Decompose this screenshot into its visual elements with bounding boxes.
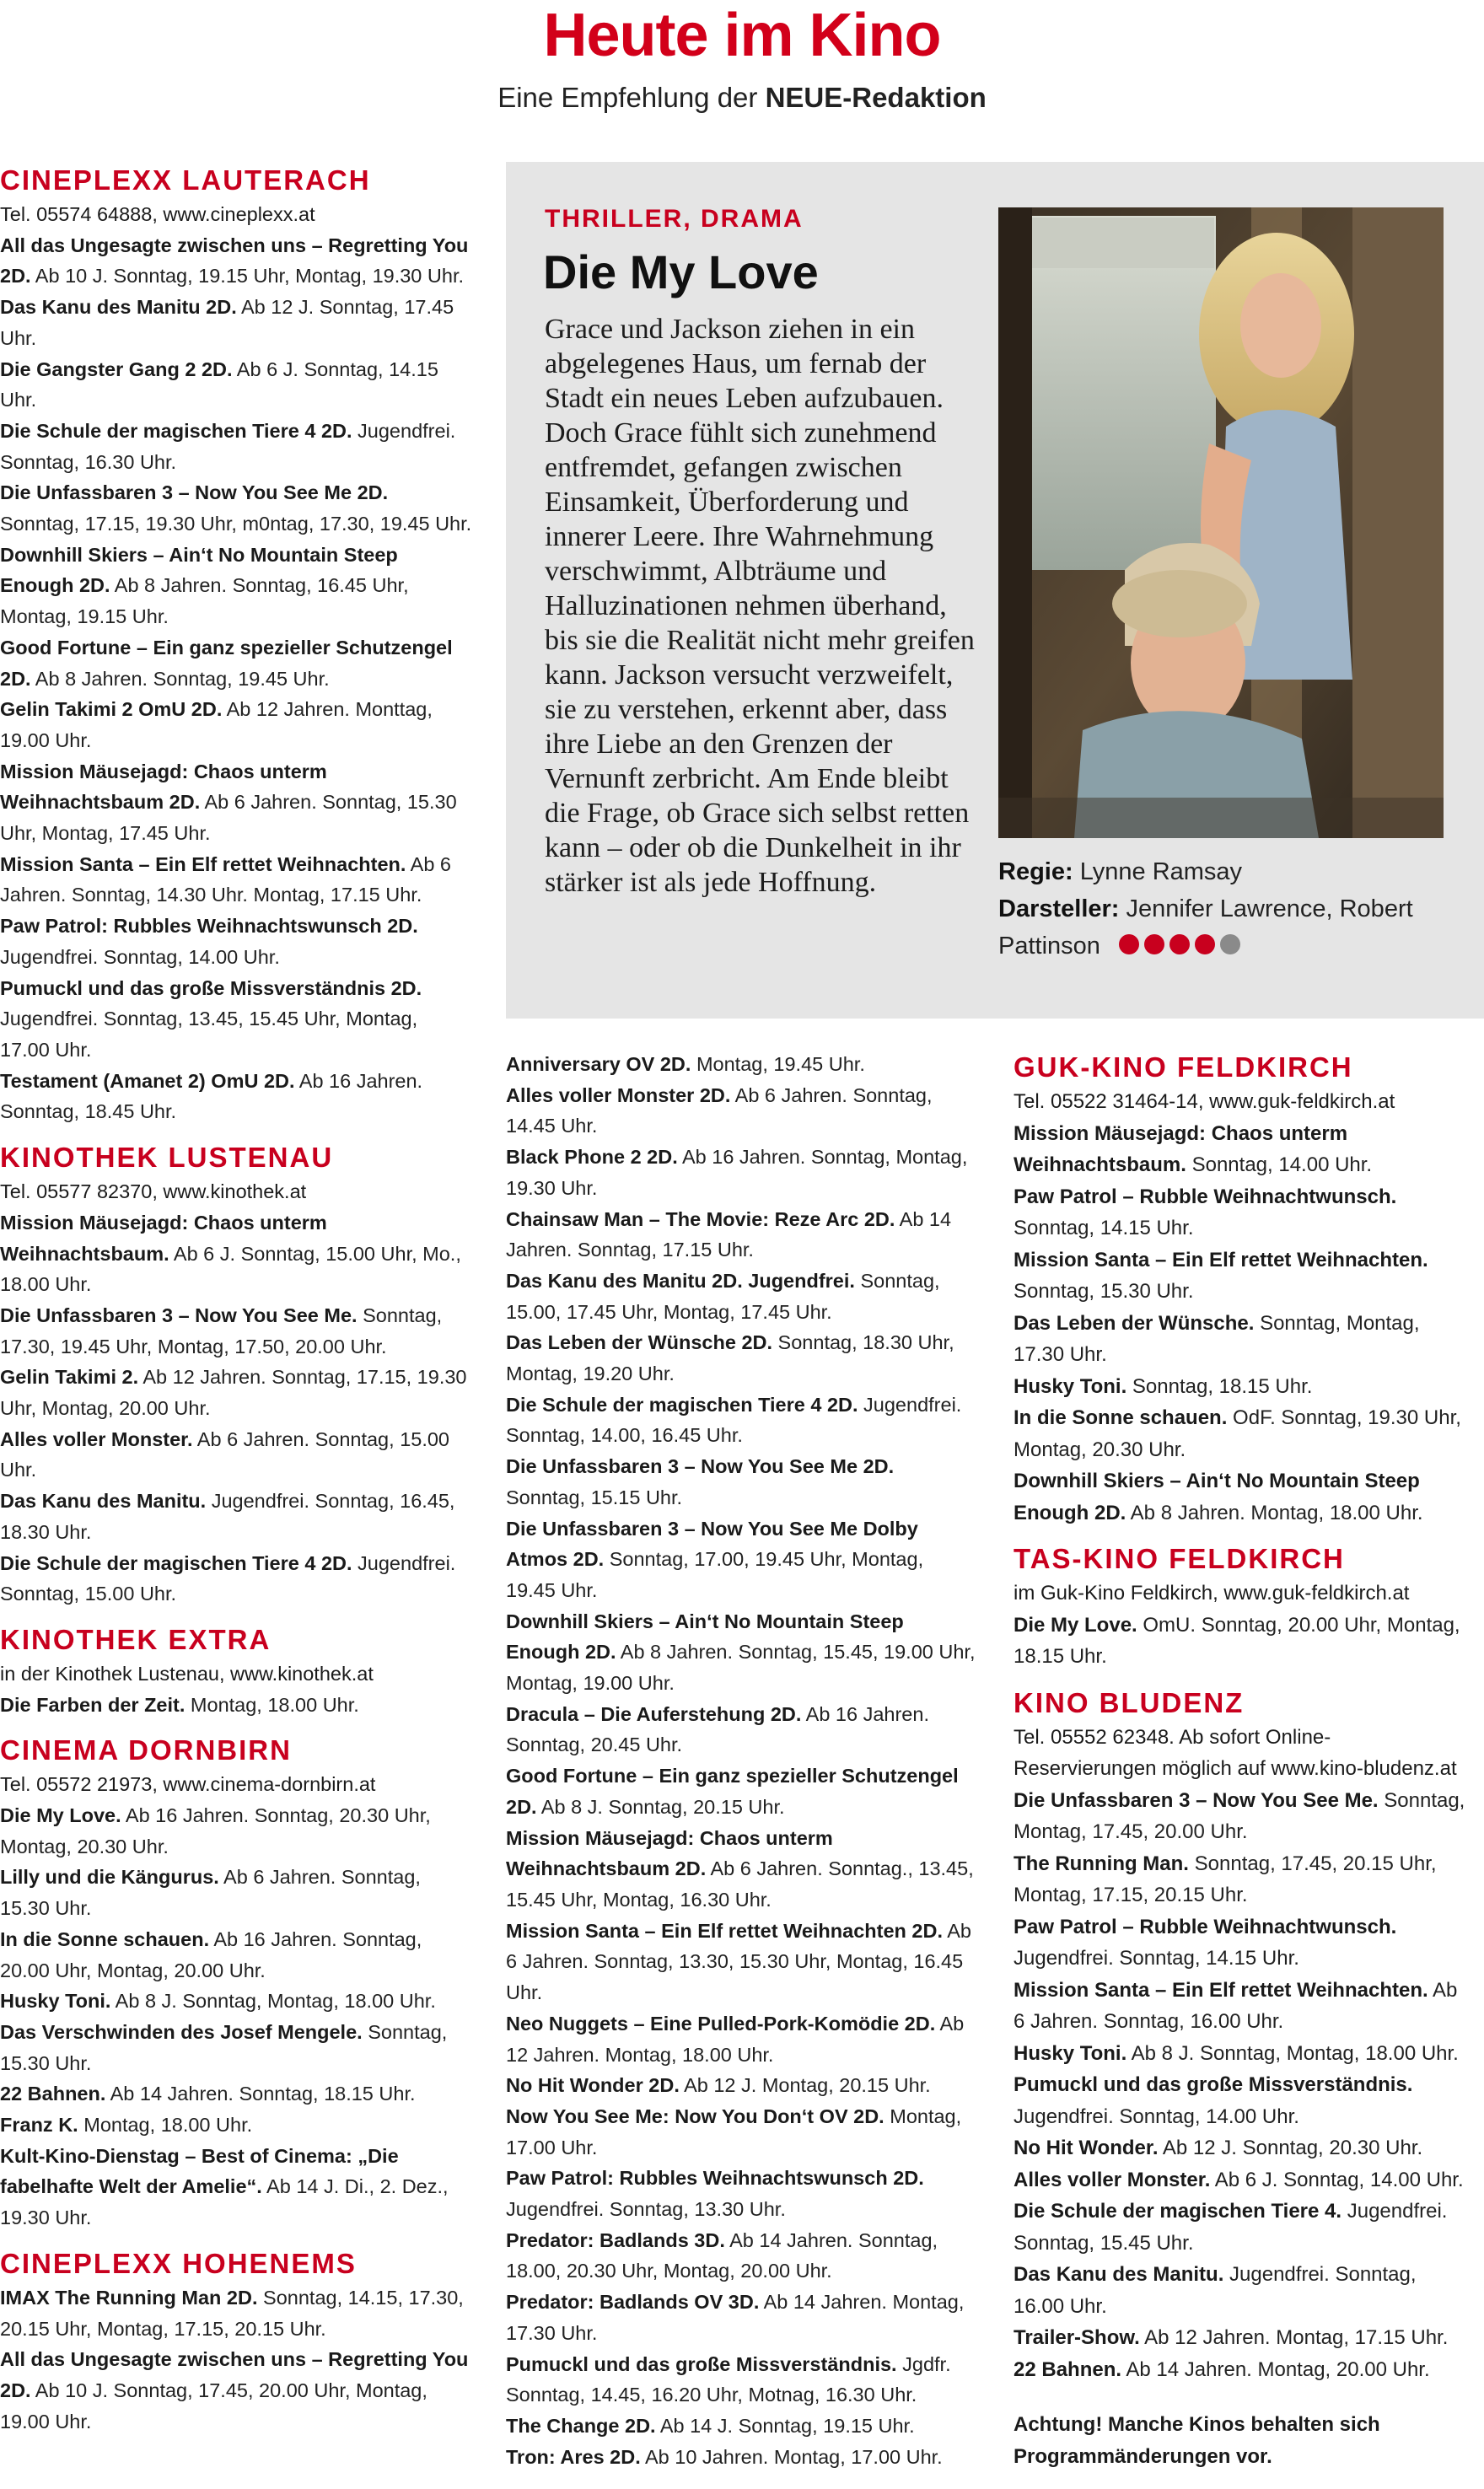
- movie-details: Ab 6 Jahren. Sonntag, 13.30, 15.30 Uhr, Montag, 16.45 Uhr.: [506, 1919, 971, 2004]
- movie-details: Ab 6 J. Sonntag, 14.15 Uhr.: [0, 357, 438, 411]
- movie-details: Ab 6 Jahren. Sonntag, 15.30 Uhr, Montag, 17.45 Uhr.: [0, 791, 457, 845]
- movie-listing: [1014, 1118, 1469, 1181]
- movie-listing: [0, 1548, 472, 1610]
- cast-label: Darsteller:: [998, 895, 1120, 922]
- movie-listing: [506, 2349, 978, 2411]
- movie-listing: [0, 1486, 472, 1547]
- page-subtitle: [0, 81, 1484, 115]
- movie-details: Ab 14 Jahren. Sonntag, 18.00, 20.30 Uhr, Montag, 20.00 Uhr.: [506, 2228, 938, 2282]
- movie-title: Trailer-Show.: [1014, 2326, 1140, 2349]
- movie-title: Das Kanu des Manitu.: [1014, 2263, 1224, 2286]
- movie-title: Die Schule der magischen Tiere 4 2D.: [506, 1393, 858, 1416]
- movie-title: 22 Bahnen.: [1014, 2357, 1122, 2381]
- movie-details: Sonntag, 14.15, 17.30, 20.15 Uhr, Montag, 17.15, 20.15 Uhr.: [0, 2286, 464, 2340]
- movie-listing: [0, 292, 472, 353]
- movie-title: Mission Mäusejagd: Chaos unterm Weihnachtsbaum.: [0, 1211, 327, 1265]
- movie-details: Ab 8 Jahren. Sonntag, 16.45 Uhr, Montag, 19.15 Uhr.: [0, 574, 409, 628]
- movie-title: Husky Toni.: [0, 1990, 111, 2013]
- movie-details: Ab 8 J. Sonntag, Montag, 18.00 Uhr.: [1126, 2041, 1459, 2065]
- movie-listing: [506, 1513, 978, 1606]
- movie-listing: [1014, 1785, 1469, 1848]
- movie-title: Die Schule der magischen Tiere 4.: [1014, 2200, 1342, 2223]
- movie-listing: [1014, 1371, 1469, 1403]
- movie-title: Die Schule der magischen Tiere 4 2D.: [0, 419, 352, 442]
- movie-details: Ab 16 Jahren. Sonntag, 20.45 Uhr.: [506, 1702, 929, 1756]
- movie-title: Die Schule der magischen Tiere 4 2D.: [0, 1551, 352, 1574]
- rating-dot-filled-icon: [1119, 934, 1139, 954]
- movie-title: No Hit Wonder 2D.: [506, 2074, 680, 2097]
- movie-details: Jgdfr. Sonntag, 14.45, 16.20 Uhr, Motnag, 16.30 Uhr.: [506, 2352, 951, 2406]
- movie-details: Ab 16 Jahren. Sonntag, 18.45 Uhr.: [0, 1069, 423, 1123]
- movie-title: In die Sonne schauen.: [1014, 1406, 1228, 1429]
- movie-listing: [0, 973, 472, 1066]
- movie-title: All das Ungesagte zwischen uns – Regretting You 2D.: [0, 2348, 469, 2401]
- movie-listing: [506, 1451, 978, 1513]
- movie-details: Ab 14 J. Di., 2. Dez., 19.30 Uhr.: [0, 2175, 449, 2229]
- subtitle-brand: NEUE-Redaktion: [765, 82, 987, 113]
- movie-title: Paw Patrol – Rubble Weihnachtwunsch.: [1014, 1185, 1397, 1208]
- movie-title: Pumuckl und das große Missverständnis 2D.: [0, 976, 422, 999]
- movie-title: Die My Love.: [1014, 1613, 1137, 1637]
- movie-details: Sonntag, 17.15, 19.30 Uhr, m0ntag, 17.30, 19.45 Uhr.: [0, 513, 472, 535]
- feature-title: Die My Love: [543, 245, 819, 298]
- movie-listing: [0, 632, 472, 694]
- movie-title: Husky Toni.: [1014, 2041, 1127, 2065]
- movie-title: Gelin Takimi 2.: [0, 1366, 139, 1389]
- movie-title: Das Kanu des Manitu.: [0, 1490, 207, 1513]
- venue-heading: CINEPLEXX LAUTERACH: [0, 164, 371, 196]
- movie-listing: [506, 2070, 978, 2101]
- movie-details: Montag, 17.00 Uhr.: [506, 2105, 962, 2158]
- movie-title: Chainsaw Man – The Movie: Reze Arc 2D.: [506, 1207, 895, 1230]
- movie-listing: [506, 1699, 978, 1761]
- movie-title: Die Unfassbaren 3 – Now You See Me.: [1014, 1788, 1379, 1812]
- movie-title: Black Phone 2 2D.: [506, 1146, 678, 1169]
- movie-title: Die My Love.: [0, 1804, 121, 1827]
- movie-title: Die Unfassbaren 3 – Now You See Me 2D.: [0, 481, 389, 504]
- movie-details: Ab 14 Jahren. Montag, 20.00 Uhr.: [1121, 2357, 1430, 2381]
- movie-details: Jugendfrei. Sonntag, 13.30 Uhr.: [506, 2198, 786, 2221]
- movie-listing: [506, 2225, 978, 2287]
- movie-details: Sonntag, 17.00, 19.45 Uhr, Montag, 19.45 Uhr.: [506, 1548, 924, 1601]
- movie-title: Mission Santa – Ein Elf rettet Weihnachten 2D.: [506, 1919, 943, 1942]
- movie-title: Downhill Skiers – Ain‘t No Mountain Steep Enough 2D.: [0, 543, 398, 597]
- director-name: Lynne Ramsay: [1079, 858, 1243, 885]
- movie-listing: [506, 2008, 978, 2070]
- movie-title: Die Unfassbaren 3 – Now You See Me 2D.: [506, 1455, 895, 1478]
- director-line: [998, 853, 1454, 890]
- movie-details: Sonntag, Montag, 17.45, 20.00 Uhr.: [1014, 1788, 1465, 1843]
- venue-heading: KINO BLUDENZ: [1014, 1686, 1245, 1718]
- movie-details: Jugendfrei. Sonntag, 14.00 Uhr.: [0, 945, 280, 968]
- venue-info: Tel. 05522 31464-14, www.guk-feldkirch.at: [1014, 1090, 1395, 1113]
- movie-title: Anniversary OV 2D.: [506, 1053, 691, 1075]
- venue-info: Tel. 05577 82370, www.kinothek.at: [0, 1180, 307, 1203]
- movie-listing: [1014, 2196, 1469, 2259]
- venue-heading: CINEPLEXX HOHENEMS: [0, 2247, 357, 2279]
- movie-listing: [0, 1424, 472, 1486]
- movie-details: Sonntag, 17.45, 20.15 Uhr, Montag, 17.15, 20.15 Uhr.: [1014, 1852, 1437, 1906]
- movie-details: Jugendfrei. Sonntag, 16.45, 18.30 Uhr.: [0, 1490, 455, 1543]
- movie-listing: [1014, 1244, 1469, 1308]
- movie-title: Das Leben der Wünsche 2D.: [506, 1331, 773, 1354]
- venue-info: in der Kinothek Lustenau, www.kinothek.at: [0, 1662, 374, 1685]
- movie-listing: [0, 2141, 472, 2234]
- movie-listing: [0, 477, 472, 539]
- movie-details: Ab 6 Jahren. Sonntag, 15.00 Uhr.: [0, 1427, 449, 1481]
- movie-title: Alles voller Monster.: [1014, 2168, 1211, 2191]
- venue-info: Tel. 05574 64888, www.cineplexx.at: [0, 203, 315, 225]
- movie-listing: [506, 1916, 978, 2008]
- movie-details: Ab 14 Jahren. Sonntag, 18.15 Uhr.: [105, 2083, 416, 2105]
- movie-title: Predator: Badlands OV 3D.: [506, 2291, 760, 2314]
- movie-details: Ab 6 J. Sonntag, 15.00 Uhr, Mo., 18.00 Uhr.: [0, 1242, 461, 1296]
- movie-details: Jugendfrei. Sonntag, 15.00 Uhr.: [0, 1551, 456, 1605]
- movie-listing: [1014, 1402, 1469, 1465]
- movie-details: Ab 6 J. Sonntag, 14.00 Uhr.: [1210, 2168, 1464, 2191]
- movie-listing: [1014, 1181, 1469, 1244]
- movie-title: Neo Nuggets – Eine Pulled-Pork-Komödie 2D.: [506, 2012, 936, 2035]
- movie-listing: [506, 1823, 978, 1916]
- movie-listing: [1014, 2259, 1469, 2322]
- movie-details: Ab 6 Jahren. Sonntag, 14.30 Uhr. Montag, 17.15 Uhr.: [0, 852, 451, 906]
- movie-details: Sonntag, 18.30 Uhr, Montag, 19.20 Uhr.: [506, 1331, 954, 1385]
- rating-dot-empty-icon: [1220, 934, 1240, 954]
- movie-details: Ab 8 Jahren. Sonntag, 15.45, 19.00 Uhr, Montag, 19.00 Uhr.: [506, 1641, 976, 1695]
- movie-title: Das Kanu des Manitu 2D. Jugendfrei.: [506, 1269, 855, 1292]
- movie-listing: [0, 1690, 472, 1721]
- page-title: Heute im Kino: [543, 2, 941, 69]
- movie-details: Jugendfrei. Sonntag, 14.00, 16.45 Uhr.: [506, 1393, 962, 1447]
- movie-details: Ab 10 J. Sonntag, 17.45, 20.00 Uhr, Montag, 19.00 Uhr.: [0, 2379, 427, 2433]
- rating-dot-filled-icon: [1169, 934, 1190, 954]
- movie-listing: [0, 1924, 472, 1986]
- movie-listing: [0, 911, 472, 972]
- movie-title: 22 Bahnen.: [0, 2083, 106, 2105]
- movie-details: Sonntag, Montag, 17.30 Uhr.: [1014, 1311, 1420, 1366]
- movie-listing: [1014, 2164, 1469, 2196]
- movie-title: Predator: Badlands 3D.: [506, 2228, 725, 2251]
- movie-title: Das Leben der Wünsche.: [1014, 1311, 1255, 1335]
- movie-details: Ab 16 Jahren. Sonntag, 20.00 Uhr, Montag, 20.00 Uhr.: [0, 1927, 422, 1981]
- movie-title: Downhill Skiers – Ain‘t No Mountain Steep Enough 2D.: [506, 1610, 904, 1664]
- venue-heading: GUK-KINO FELDKIRCH: [1014, 1051, 1353, 1083]
- movie-listing: [506, 1204, 978, 1266]
- movie-details: Sonntag, 15.00, 17.45 Uhr, Montag, 17.45 Uhr.: [506, 1269, 940, 1323]
- cast-names: Jennifer Lawrence, Robert Pattinson: [998, 895, 1413, 960]
- movie-title: Downhill Skiers – Ain‘t No Mountain Steep Enough 2D.: [1014, 1470, 1420, 1524]
- movie-listing: [0, 416, 472, 477]
- movie-title: Good Fortune – Ein ganz spezieller Schutzengel 2D.: [0, 636, 453, 690]
- venue-info: Tel. 05552 62348. Ab sofort Online-Reservierungen möglich auf www.kino-bludenz.at: [1014, 1725, 1457, 1780]
- movie-listing: [1014, 1465, 1469, 1529]
- program-change-notice: Achtung! Manche Kinos behalten sich Programmänderungen vor.: [1014, 2413, 1380, 2468]
- movie-details: Ab 12 Jahren. Monttag, 19.00 Uhr.: [0, 698, 433, 751]
- movie-details: Ab 12 Jahren. Montag, 18.00 Uhr.: [506, 2012, 965, 2066]
- feature-text: Grace und Jackson ziehen in ein abgelegenes Haus, um fernab der Stadt ein neues Leben aufzubauen. Doch Grace fühlt sich zunehmend entfremdet, gefangen zwischen Einsamkeit, Überforderung und innerer Leere. Ihre Wahrnehmung verschwimmt, Albträume und Halluzinationen nehmen überhand, bis sie die Realität nicht mehr greifen kann. Jackson versucht verzweifelt, sie zu verstehen, erkennt aber, dass ihre Liebe an den Grenzen der Vernunft zerbricht. Am Ende bleibt die Frage, ob Grace sich selbst retten kann – oder ob die Dunkelheit in ihr stärker ist als jede Hoffnung.: [545, 314, 975, 898]
- movie-listing: [1014, 1911, 1469, 1975]
- movie-listing: [0, 2110, 472, 2141]
- rating-dot-filled-icon: [1195, 934, 1215, 954]
- movie-details: Ab 6 Jahren. Sonntag, 15.30 Uhr.: [0, 1866, 421, 1920]
- movie-title: Paw Patrol: Rubbles Weihnachtswunsch 2D.: [0, 915, 418, 938]
- movie-details: Sonntag, 18.15 Uhr.: [1126, 1374, 1313, 1398]
- movie-title: Dracula – Die Auferstehung 2D.: [506, 1702, 802, 1725]
- movie-details: OmU. Sonntag, 20.00 Uhr, Montag, 18.15 Uhr.: [1014, 1613, 1460, 1668]
- movie-listing: [506, 2101, 978, 2163]
- venue-heading: CINEMA DORNBIRN: [0, 1734, 292, 1766]
- movie-listing: [0, 756, 472, 849]
- movie-listing: [506, 1049, 978, 1080]
- movie-details: Ab 12 Jahren. Sonntag, 17.15, 19.30 Uhr, Montag, 20.00 Uhr.: [0, 1366, 467, 1420]
- movie-details: Ab 6 Jahren. Sonntag., 13.45, 15.45 Uhr, Montag, 16.30 Uhr.: [506, 1857, 974, 1911]
- movie-title: The Running Man.: [1014, 1852, 1189, 1875]
- movie-details: Ab 8 Jahren. Sonntag, 19.45 Uhr.: [30, 667, 330, 690]
- movie-listing: [0, 1362, 472, 1423]
- cast-line: [998, 890, 1454, 965]
- movie-listing: [1014, 2132, 1469, 2164]
- movie-details: Ab 8 Jahren. Montag, 18.00 Uhr.: [1126, 1501, 1423, 1524]
- movie-title: Alles voller Monster 2D.: [506, 1083, 731, 1106]
- movie-listing: [1014, 1975, 1469, 2038]
- movie-listing: [1014, 2354, 1469, 2386]
- movie-listing: [506, 1080, 978, 1142]
- movie-title: Mission Mäusejagd: Chaos unterm Weihnachtsbaum.: [1014, 1121, 1348, 1176]
- movie-listing: [1014, 2322, 1469, 2354]
- movie-listing: [0, 1300, 472, 1362]
- movie-listing: [0, 2017, 472, 2078]
- movie-details: Sonntag, 15.30 Uhr.: [1014, 1280, 1194, 1303]
- movie-title: Lilly und die Kängurus.: [0, 1866, 219, 1889]
- movie-details: Sonntag, 14.15 Uhr.: [1014, 1217, 1194, 1239]
- movie-title: Testament (Amanet 2) OmU 2D.: [0, 1069, 295, 1092]
- movie-title: Mission Mäusejagd: Chaos unterm Weihnachtsbaum 2D.: [506, 1826, 833, 1880]
- movie-details: Montag, 19.45 Uhr.: [691, 1053, 865, 1075]
- movie-details: Sonntag, 17.30, 19.45 Uhr, Montag, 17.50, 20.00 Uhr.: [0, 1304, 443, 1357]
- feature-genre: THRILLER, DRAMA: [545, 205, 804, 233]
- movie-details: Ab 10 J. Sonntag, 19.15 Uhr, Montag, 19.30 Uhr.: [30, 265, 465, 288]
- movie-listing: [0, 694, 472, 755]
- movie-title: In die Sonne schauen.: [0, 1927, 210, 1950]
- movie-listing: [506, 2442, 978, 2473]
- movie-details: Ab 10 Jahren. Montag, 17.00 Uhr.: [640, 2445, 943, 2468]
- movie-details: Ab 14 Jahren. Montag, 17.30 Uhr.: [506, 2291, 965, 2344]
- movie-details: Ab 14 J. Sonntag, 19.15 Uhr.: [655, 2414, 915, 2437]
- movie-listing: [506, 2163, 978, 2224]
- movie-listing: [506, 1266, 978, 1327]
- subtitle-prefix: Eine Empfehlung der: [497, 82, 766, 113]
- movie-details: Montag, 18.00 Uhr.: [185, 1693, 359, 1716]
- movie-details: Montag, 18.00 Uhr.: [78, 2114, 253, 2137]
- movie-details: Jugendfrei. Sonntag, 15.45 Uhr.: [1014, 2200, 1448, 2255]
- rating-dot-filled-icon: [1144, 934, 1164, 954]
- movie-listing: [0, 2282, 472, 2344]
- movie-title: Mission Santa – Ein Elf rettet Weihnachten.: [0, 852, 406, 875]
- movie-listing: [0, 1800, 472, 1862]
- movie-listing: [506, 1390, 978, 1451]
- movie-title: Alles voller Monster.: [0, 1427, 193, 1450]
- movie-details: Ab 12 J. Montag, 20.15 Uhr.: [679, 2074, 931, 2097]
- listings-column-1: [0, 162, 472, 2437]
- feature-box: [506, 162, 1484, 1019]
- movie-title: Good Fortune – Ein ganz spezieller Schutzengel 2D.: [506, 1765, 959, 1818]
- movie-listing: [0, 1066, 472, 1127]
- movie-title: Husky Toni.: [1014, 1374, 1127, 1398]
- movie-listing: [1014, 1610, 1469, 1673]
- movie-listing: [0, 230, 472, 292]
- movie-title: Pumuckl und das große Missverständnis.: [506, 2352, 897, 2375]
- movie-listing: [506, 1606, 978, 1699]
- movie-title: Die Unfassbaren 3 – Now You See Me Dolby Atmos 2D.: [506, 1517, 918, 1571]
- movie-listing: [0, 849, 472, 911]
- movie-title: No Hit Wonder.: [1014, 2137, 1159, 2159]
- movie-listing: [0, 1207, 472, 1300]
- listings-column-2: [506, 1049, 978, 2472]
- venue-info: im Guk-Kino Feldkirch, www.guk-feldkirch.at: [1014, 1582, 1410, 1605]
- movie-listing: [506, 2411, 978, 2442]
- movie-details: Ab 12 Jahren. Montag, 17.15 Uhr.: [1139, 2326, 1449, 2349]
- movie-listing: [506, 1327, 978, 1389]
- movie-details: Jugendfrei. Sonntag, 16.00 Uhr.: [1014, 2263, 1417, 2318]
- movie-details: Ab 14 Jahren. Sonntag, 17.15 Uhr.: [506, 1207, 952, 1261]
- feature-credits: [998, 853, 1454, 965]
- movie-details: Jugendfrei. Sonntag, 14.00 Uhr.: [1014, 2105, 1299, 2128]
- movie-title: All das Ungesagte zwischen uns – Regretting You 2D.: [0, 234, 469, 288]
- movie-details: Sonntag, 15.30 Uhr.: [0, 2020, 448, 2074]
- movie-title: Die Unfassbaren 3 – Now You See Me.: [0, 1304, 358, 1326]
- movie-details: Ab 12 J. Sonntag, 20.30 Uhr.: [1158, 2137, 1423, 2159]
- movie-title: Tron: Ares 2D.: [506, 2445, 641, 2468]
- movie-listing: [1014, 2069, 1469, 2132]
- venue-info: Tel. 05572 21973, www.cinema-dornbirn.at: [0, 1773, 376, 1796]
- spacer: [1014, 2385, 1469, 2409]
- venue-heading: KINOTHEK LUSTENAU: [0, 1142, 334, 1174]
- movie-details: Jugendfrei. Sonntag, 14.15 Uhr.: [1014, 1947, 1299, 1970]
- movie-listing: [1014, 1308, 1469, 1371]
- movie-details: Jugendfrei. Sonntag, 13.45, 15.45 Uhr, Montag, 17.00 Uhr.: [0, 1008, 418, 1061]
- movie-title: Franz K.: [0, 2114, 78, 2137]
- venue-heading: KINOTHEK EXTRA: [0, 1623, 272, 1655]
- rating-dots: [1119, 928, 1245, 965]
- movie-title: Paw Patrol: Rubbles Weihnachtswunsch 2D.: [506, 2167, 924, 2190]
- movie-details: Ab 6 Jahren. Sonntag, 14.45 Uhr.: [506, 1083, 933, 1137]
- movie-listing: [506, 1761, 978, 1822]
- movie-details: Jugendfrei. Sonntag, 16.30 Uhr.: [0, 419, 456, 473]
- feature-photo: [998, 207, 1444, 838]
- movie-title: Die Gangster Gang 2 2D.: [0, 357, 233, 380]
- movie-title: Now You See Me: Now You Don‘t OV 2D.: [506, 2105, 884, 2127]
- movie-listing: [1014, 1848, 1469, 1911]
- movie-title: Mission Santa – Ein Elf rettet Weihnachten.: [1014, 1248, 1428, 1271]
- movie-listing: [0, 2344, 472, 2437]
- movie-details: Ab 8 J. Sonntag, 20.15 Uhr.: [536, 1795, 785, 1818]
- movie-details: Ab 12 J. Sonntag, 17.45 Uhr.: [0, 296, 454, 349]
- movie-title: The Change 2D.: [506, 2414, 656, 2437]
- movie-listing: [1014, 2038, 1469, 2070]
- movie-title: IMAX The Running Man 2D.: [0, 2286, 258, 2309]
- movie-details: Ab 16 Jahren. Sonntag, Montag, 19.30 Uhr.: [506, 1146, 968, 1199]
- movie-listing: [0, 540, 472, 632]
- movie-title: Mission Santa – Ein Elf rettet Weihnachten.: [1014, 1978, 1428, 2002]
- movie-title: Pumuckl und das große Missverständnis.: [1014, 2073, 1413, 2096]
- movie-details: Ab 16 Jahren. Sonntag, 20.30 Uhr, Montag, 20.30 Uhr.: [0, 1804, 431, 1857]
- movie-title: Mission Mäusejagd: Chaos unterm Weihnachtsbaum 2D.: [0, 760, 327, 814]
- movie-details: Ab 8 J. Sonntag, Montag, 18.00 Uhr.: [110, 1990, 436, 2013]
- movie-title: Paw Patrol – Rubble Weihnachtwunsch.: [1014, 1915, 1397, 1938]
- listings-column-3: [1014, 1049, 1469, 2472]
- movie-details: Ab 6 Jahren. Sonntag, 16.00 Uhr.: [1014, 1978, 1458, 2033]
- movie-details: Sonntag, 14.00 Uhr.: [1186, 1153, 1373, 1176]
- venue-heading: TAS-KINO FELDKIRCH: [1014, 1543, 1345, 1574]
- movie-listing: [0, 1986, 472, 2017]
- movie-title: Die Farben der Zeit.: [0, 1693, 186, 1716]
- director-label: Regie:: [998, 858, 1073, 885]
- movie-listing: [506, 2287, 978, 2348]
- movie-listing: [0, 1862, 472, 1923]
- movie-details: Sonntag, 15.15 Uhr.: [506, 1486, 683, 1508]
- movie-listing: [0, 2078, 472, 2110]
- movie-listing: [0, 354, 472, 416]
- movie-title: Das Verschwinden des Josef Mengele.: [0, 2020, 363, 2043]
- movie-details: OdF. Sonntag, 19.30 Uhr, Montag, 20.30 Uhr.: [1014, 1406, 1461, 1461]
- movie-title: Gelin Takimi 2 OmU 2D.: [0, 698, 223, 721]
- movie-listing: [506, 1142, 978, 1203]
- movie-title: Kult-Kino-Dienstag – Best of Cinema: „Die fabelhafte Welt der Amelie“.: [0, 2144, 399, 2198]
- movie-title: Das Kanu des Manitu 2D.: [0, 296, 237, 319]
